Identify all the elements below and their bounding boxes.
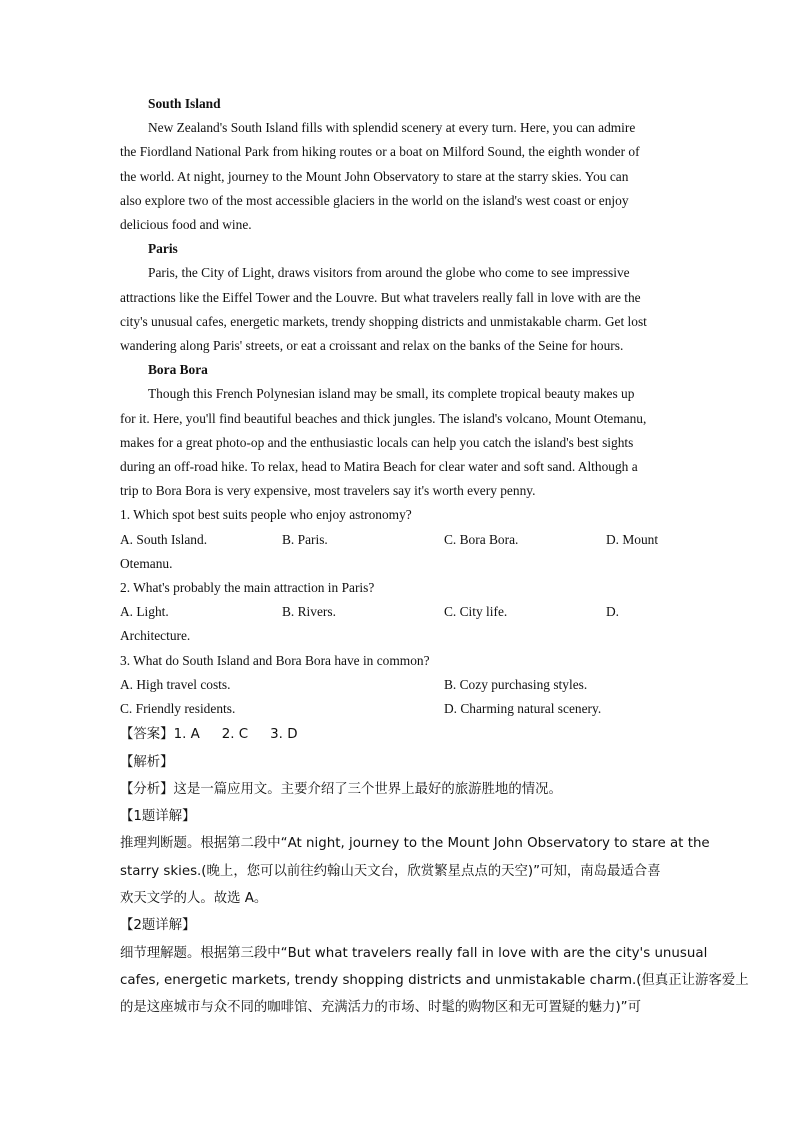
question-2-options — [120, 600, 676, 624]
text-line: 推理判断题。根据第二段中“At night, journey to the Mount John Observatory to stare at the — [120, 836, 710, 852]
text-line: the Fiordland National Park from hiking routes or a boat on Milford Sound, the eighth wonder of — [120, 144, 640, 160]
question-3-options-row-1 — [120, 673, 676, 697]
text-line: New Zealand's South Island fills with splendid scenery at every turn. Here, you can admire — [148, 120, 636, 136]
paragraph-paris — [120, 261, 676, 358]
option-b: B. Paris. — [282, 531, 328, 547]
option-b: B. Rivers. — [282, 604, 336, 620]
text-line: the world. At night, journey to the Mount John Observatory to stare at the starry skies. You can — [120, 168, 629, 184]
option-d-continued: Architecture. — [120, 628, 191, 644]
option-c: C. Bora Bora. — [444, 531, 519, 547]
option-a: A. Light. — [120, 604, 169, 620]
text-line: trip to Bora Bora is very expensive, most travelers say it's worth every penny. — [120, 483, 536, 499]
document-page — [120, 92, 749, 1021]
analysis-summary: 【分析】这是一篇应用文。主要介绍了三个世界上最好的旅游胜地的情况。 — [120, 781, 562, 797]
q1-detail — [120, 830, 710, 912]
question-1: 1. Which spot best suits people who enjoy astronomy? — [120, 507, 412, 523]
text-line: delicious food and wine. — [120, 217, 252, 233]
option-d: D. Mount — [606, 531, 659, 547]
answer-item: 2. C — [221, 727, 249, 743]
text-line: Though this French Polynesian island may be small, its complete tropical beauty makes up — [148, 386, 635, 402]
text-line: during an off-road hike. To relax, head to Matira Beach for clear water and soft sand. Although a — [120, 459, 638, 475]
option-d-continued: Otemanu. — [120, 555, 173, 571]
text-line: makes for a great photo-op and the enthusiastic locals can help you catch the island's best sights — [120, 434, 634, 450]
answer-label: 【答案】 — [120, 727, 174, 743]
text-line: 细节理解题。根据第三段中“But what travelers really fall in love with are the city's unusual — [120, 945, 708, 961]
q1-detail-label: 【1题详解】 — [120, 809, 196, 825]
section-heading-bora-bora: Bora Bora — [148, 362, 208, 378]
answer-line — [120, 721, 676, 748]
text-line: for it. Here, you'll find beautiful beaches and thick jungles. The island's volcano, Mount Otemanu, — [120, 410, 647, 426]
option-b: B. Cozy purchasing styles. — [444, 676, 588, 692]
option-a: A. High travel costs. — [120, 676, 231, 692]
q2-detail — [120, 940, 749, 1022]
question-3-options-row-2 — [120, 697, 676, 721]
option-c: C. City life. — [444, 604, 508, 620]
question-2: 2. What's probably the main attraction in Paris? — [120, 580, 375, 596]
option-d: D. Charming natural scenery. — [444, 701, 602, 717]
analysis-label: 【解析】 — [120, 754, 174, 770]
answer-item: 1. A — [173, 727, 200, 743]
text-line: wandering along Paris' streets, or eat a croissant and relax on the banks of the Seine for hours. — [120, 338, 624, 354]
text-line: attractions like the Eiffel Tower and the Louvre. But what travelers really fall in love with are the — [120, 289, 641, 305]
question-3: 3. What do South Island and Bora Bora have in common? — [120, 652, 430, 668]
text-line: also explore two of the most accessible glaciers in the world on the island's west coast or enjoy — [120, 192, 629, 208]
text-line: city's unusual cafes, energetic markets, trendy shopping districts and unmistakable charm. Get lost — [120, 313, 647, 329]
option-d: D. — [606, 604, 620, 620]
answer-item: 3. D — [270, 727, 298, 743]
text-line: starry skies.(晚上，您可以前往约翰山天文台，欣赏繁星点点的天空)”可知，南岛最适合喜 — [120, 863, 661, 879]
option-a: A. South Island. — [120, 531, 208, 547]
section-heading-south-island: South Island — [148, 96, 221, 111]
text-line: Paris, the City of Light, draws visitors from around the globe who come to see impressive — [148, 265, 630, 281]
option-c: C. Friendly residents. — [120, 701, 236, 717]
q2-detail-label: 【2题详解】 — [120, 918, 196, 934]
paragraph-south-island — [120, 116, 676, 237]
paragraph-bora-bora — [120, 382, 676, 503]
section-heading-paris: Paris — [148, 241, 178, 257]
question-1-options — [120, 528, 676, 552]
text-line: cafes, energetic markets, trendy shopping districts and unmistakable charm.(但真正让游客爱上 — [120, 972, 749, 988]
text-line: 欢天文学的人。故选 A。 — [120, 891, 268, 906]
text-line: 的是这座城市与众不同的咖啡馆、充满活力的市场、时髦的购物区和无可置疑的魅力)”可 — [120, 1000, 642, 1016]
